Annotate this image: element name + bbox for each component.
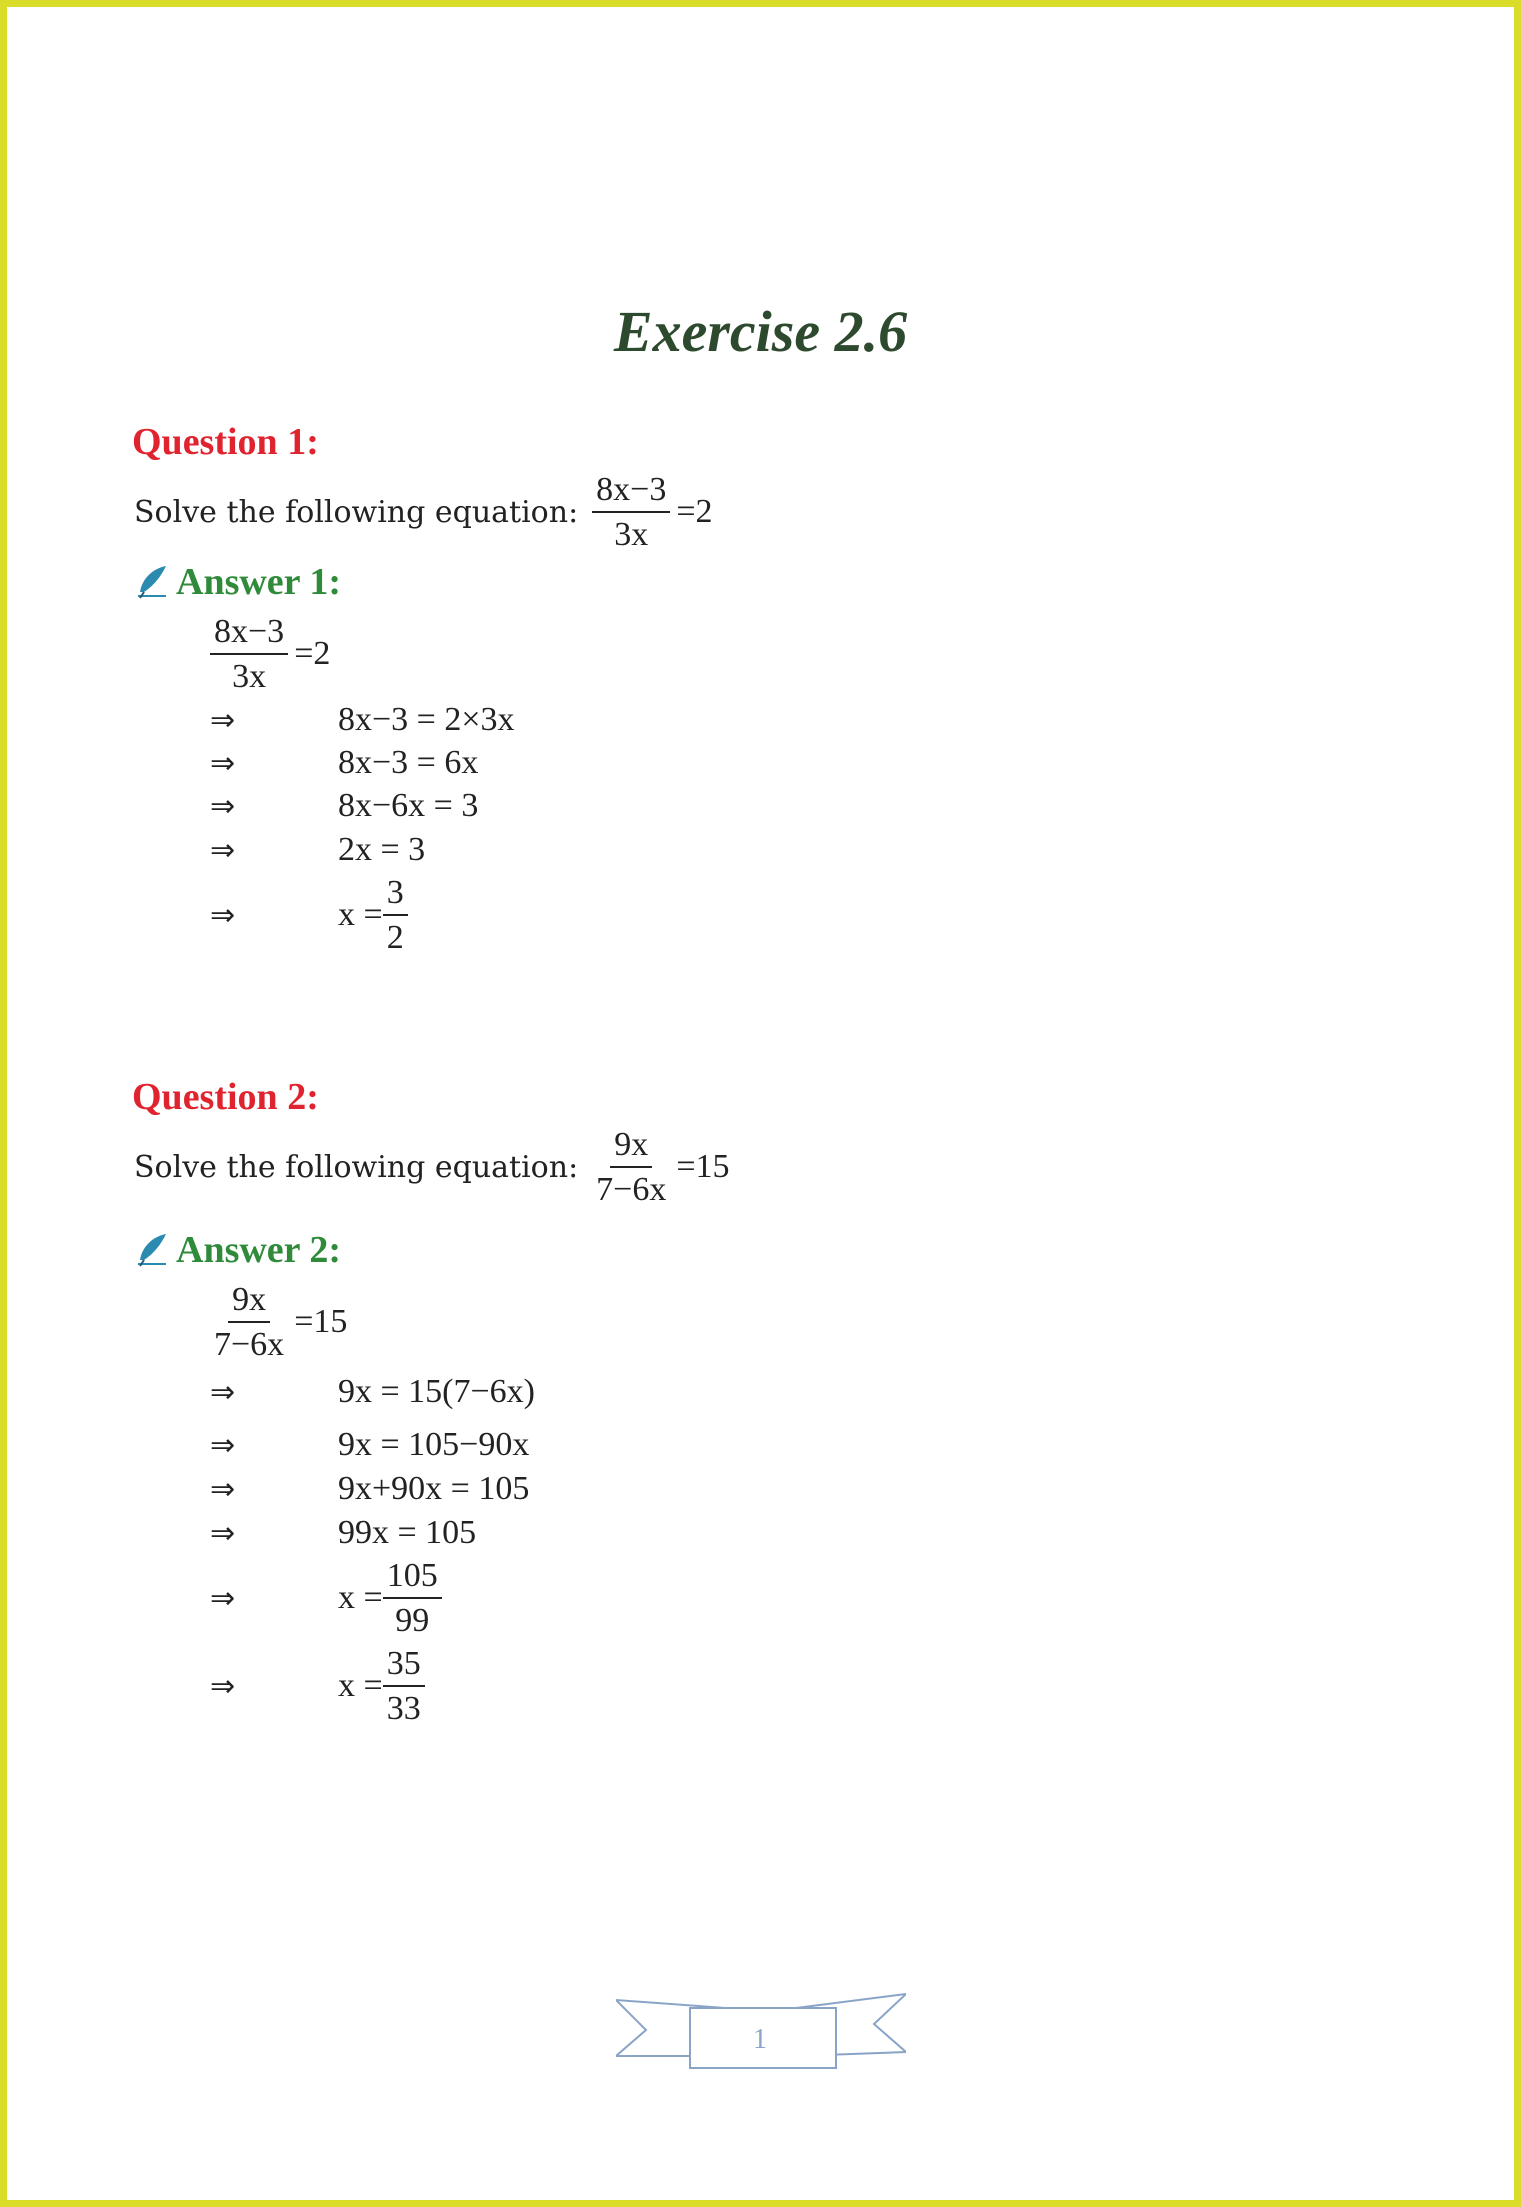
- answer-1-heading: [132, 560, 341, 604]
- question-2-fraction: [592, 1125, 670, 1209]
- answer-2-given-equation: [210, 1280, 347, 1364]
- step-expression: 8x−6x = 3: [338, 787, 479, 824]
- answer-1-given-equation: [210, 612, 330, 696]
- equation-rhs: =15: [294, 1303, 348, 1341]
- page-title: Exercise 2.6: [613, 299, 908, 364]
- question-1-prompt: [134, 470, 713, 554]
- implies-arrow: ⇒: [210, 1374, 236, 1410]
- step-expression: 99x = 105: [338, 1514, 477, 1551]
- question-2-heading: Question 2:: [132, 1076, 319, 1118]
- fraction-denominator: 2: [386, 919, 404, 956]
- step-expression: 8x−3 = 2×3x: [338, 701, 515, 738]
- step-fraction: [383, 1644, 425, 1728]
- answer-quill-icon: [132, 1230, 172, 1270]
- implies-arrow: ⇒: [210, 1515, 236, 1551]
- fraction-numerator: 9x: [228, 1280, 270, 1323]
- equation-rhs: =2: [676, 493, 713, 531]
- fraction-numerator: 8x−3: [210, 612, 288, 655]
- step-expression: 9x+90x = 105: [338, 1470, 530, 1507]
- question-1-prompt-text: Solve the following equation:: [134, 494, 579, 530]
- step-lhs: x =: [338, 896, 383, 933]
- answer-2-step: [210, 1469, 529, 1509]
- answer-1-step: [210, 743, 478, 783]
- step-lhs: x =: [338, 1667, 383, 1704]
- fraction-denominator: 3x: [614, 516, 649, 554]
- step-fraction: [383, 1556, 442, 1640]
- answer-1-step: [210, 700, 515, 740]
- step-expression: [338, 1556, 442, 1640]
- answer-quill-icon: [132, 562, 172, 602]
- equation-rhs: =15: [676, 1148, 730, 1186]
- step-expression: [338, 1644, 425, 1728]
- step-expression: 8x−3 = 6x: [338, 744, 479, 781]
- implies-arrow: ⇒: [210, 1668, 236, 1704]
- answer-1-step: [210, 873, 408, 956]
- answer-2-label: Answer 2:: [176, 1229, 342, 1271]
- fraction-denominator: 3x: [232, 658, 267, 696]
- fraction-denominator: 33: [386, 1690, 421, 1727]
- fraction-numerator: 3: [383, 873, 408, 916]
- answer-2-step: [210, 1513, 476, 1553]
- implies-arrow: ⇒: [210, 1580, 236, 1616]
- step-lhs: x =: [338, 1579, 383, 1616]
- answer-2-step: [210, 1644, 425, 1727]
- page-number: 1: [753, 2024, 767, 2055]
- answer-1-step: [210, 830, 425, 870]
- step-expression: 9x = 15(7−6x): [338, 1373, 535, 1410]
- answer-2-step: [210, 1372, 535, 1412]
- question-2-prompt: [134, 1125, 730, 1209]
- implies-arrow: ⇒: [210, 832, 236, 868]
- step-expression: [338, 873, 408, 957]
- fraction-numerator: 105: [383, 1556, 442, 1599]
- implies-arrow: ⇒: [210, 788, 236, 824]
- given-fraction: [210, 1280, 288, 1364]
- implies-arrow: ⇒: [210, 897, 236, 933]
- answer-2-step: [210, 1425, 529, 1465]
- answer-1-step: [210, 786, 478, 826]
- implies-arrow: ⇒: [210, 745, 236, 781]
- question-1-fraction: [592, 470, 670, 554]
- implies-arrow: ⇒: [210, 702, 236, 738]
- given-fraction: [210, 612, 288, 696]
- answer-1-label: Answer 1:: [176, 561, 342, 603]
- step-fraction: [383, 873, 408, 957]
- step-expression: 9x = 105−90x: [338, 1426, 530, 1463]
- question-2-prompt-text: Solve the following equation:: [134, 1149, 579, 1185]
- fraction-denominator: 99: [395, 1602, 430, 1639]
- fraction-denominator: 7−6x: [214, 1326, 285, 1364]
- fraction-numerator: 8x−3: [592, 470, 670, 513]
- step-expression: 2x = 3: [338, 831, 426, 868]
- fraction-numerator: 9x: [610, 1125, 652, 1168]
- fraction-denominator: 7−6x: [596, 1171, 667, 1209]
- implies-arrow: ⇒: [210, 1427, 236, 1463]
- fraction-numerator: 35: [383, 1644, 425, 1687]
- question-1-equation: [592, 470, 712, 554]
- answer-2-heading: [132, 1228, 341, 1272]
- question-1-heading: Question 1:: [132, 421, 319, 463]
- question-2-equation: [592, 1125, 729, 1209]
- implies-arrow: ⇒: [210, 1471, 236, 1507]
- answer-2-step: [210, 1556, 442, 1639]
- equation-rhs: =2: [294, 635, 331, 673]
